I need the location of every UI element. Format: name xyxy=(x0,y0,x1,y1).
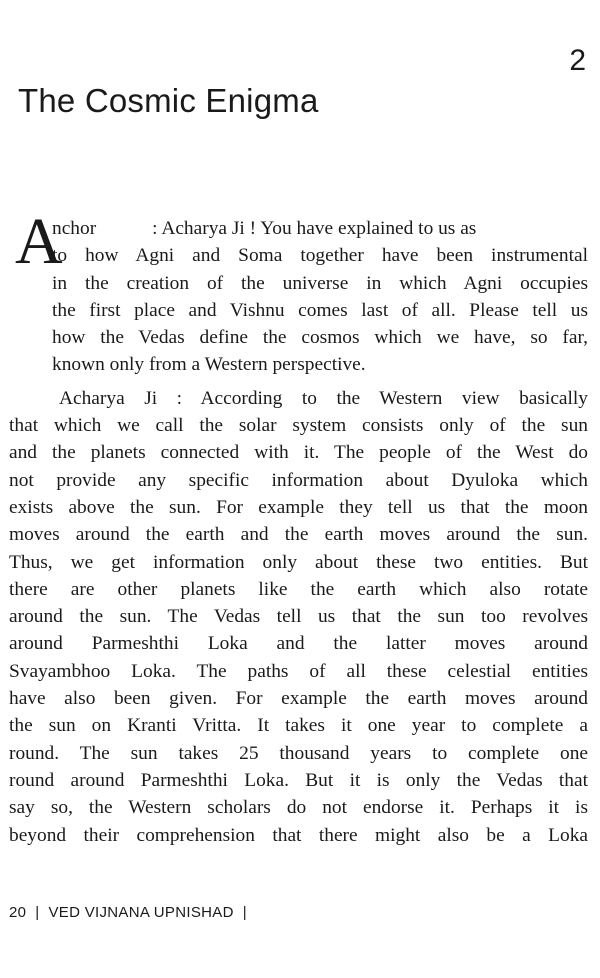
acharya-line: around the sun. The Vedas tell us that the sun too revolves xyxy=(9,606,588,628)
acharya-line: there are other planets like the earth which also rotate xyxy=(9,578,588,600)
anchor-line-text: : Acharya Ji ! You have explained to us as xyxy=(152,218,477,239)
footer-separator-trailing: | xyxy=(242,904,247,921)
page-number: 20 xyxy=(9,904,27,921)
acharya-line: round around Parmeshthi Loka. But it is only the Vedas that xyxy=(9,769,588,791)
chapter-title: The Cosmic Enigma xyxy=(18,82,319,119)
acharya-line: Acharya Ji : According to the Western view basically xyxy=(59,387,588,409)
chapter-number: 2 xyxy=(569,44,586,77)
speaker-label: nchor xyxy=(52,218,97,239)
anchor-line: known only from a Western perspective. xyxy=(52,354,366,376)
anchor-line: to how Agni and Soma together have been instrumental xyxy=(52,245,588,267)
acharya-line: say so, the Western scholars do not endorse it. Perhaps it is xyxy=(9,797,588,819)
footer-separator: | xyxy=(35,904,40,921)
acharya-paragraph xyxy=(9,385,588,849)
acharya-line: not provide any specific information about Dyuloka which xyxy=(9,469,588,491)
anchor-paragraph xyxy=(9,205,588,379)
acharya-line: the sun on Kranti Vritta. It takes it one year to complete a xyxy=(9,715,588,737)
anchor-line: how the Vedas define the cosmos which we have, so far, xyxy=(52,327,588,349)
book-title: VED VIJNANA UPNISHAD xyxy=(48,904,234,921)
page-footer xyxy=(9,904,256,921)
acharya-line: have also been given. For example the earth moves around xyxy=(9,688,588,710)
acharya-line: beyond their comprehension that there might also be a Loka xyxy=(9,824,588,846)
acharya-line: around Parmeshthi Loka and the latter moves around xyxy=(9,633,588,655)
body-text xyxy=(9,205,588,849)
acharya-line: moves around the earth and the earth moves around the sun. xyxy=(9,524,588,546)
drop-cap: A xyxy=(15,205,63,278)
acharya-line: Thus, we get information only about these two entities. But xyxy=(9,551,588,573)
anchor-line: in the creation of the universe in which Agni occupies xyxy=(52,272,588,294)
anchor-line xyxy=(9,215,588,242)
acharya-line: exists above the sun. For example they tell us that the moon xyxy=(9,496,588,518)
acharya-line: Svayambhoo Loka. The paths of all these celestial entities xyxy=(9,660,588,682)
acharya-line: round. The sun takes 25 thousand years to complete one xyxy=(9,742,588,764)
acharya-line: and the planets connected with it. The people of the West do xyxy=(9,442,588,464)
acharya-line: that which we call the solar system consists only of the sun xyxy=(9,415,588,437)
anchor-line: the first place and Vishnu comes last of all. Please tell us xyxy=(52,299,588,321)
